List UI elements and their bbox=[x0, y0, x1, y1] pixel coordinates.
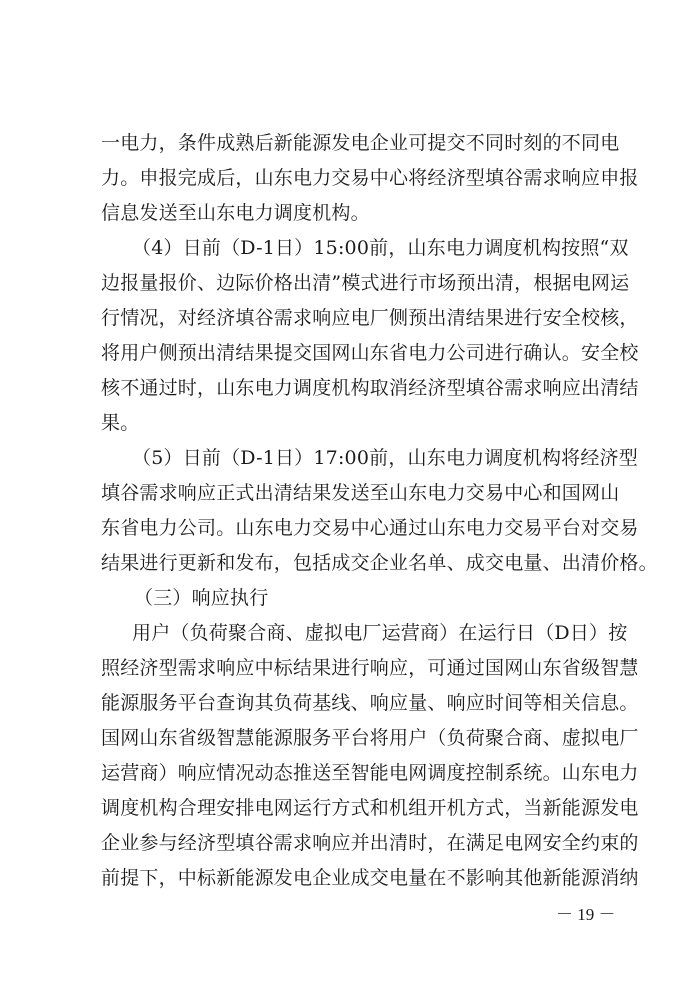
text-line: 填谷需求响应正式出清结果发送至山东电力交易中心和国网山 bbox=[101, 482, 620, 504]
section-heading: （三）响应执行 bbox=[134, 587, 269, 609]
text-line: 果。 bbox=[101, 412, 140, 434]
text-line: 行情况，对经济填谷需求响应电厂侧预出清结果进行安全校核， bbox=[101, 307, 639, 329]
text-line: 将用户侧预出清结果提交国网山东省电力公司进行确认。安全校 bbox=[101, 342, 639, 364]
text-line: 国网山东省级智慧能源服务平台将用户（负荷聚合商、虚拟电厂 bbox=[101, 727, 639, 749]
text-line: 运营商）响应情况动态推送至智能电网调度控制系统。山东电力 bbox=[101, 762, 639, 784]
text-line: 东省电力公司。山东电力交易中心通过山东电力交易平台对交易 bbox=[101, 517, 639, 539]
text-line: 用户（负荷聚合商、虚拟电厂运营商）在运行日（D日）按 bbox=[132, 622, 628, 644]
text-line: 边报量报价、边际价格出清”模式进行市场预出清，根据电网运 bbox=[101, 272, 630, 294]
text-line: 信息发送至山东电力调度机构。 bbox=[101, 202, 370, 224]
text-line: 力。申报完成后，山东电力交易中心将经济型填谷需求响应申报 bbox=[101, 167, 639, 189]
text-line: 能源服务平台查询其负荷基线、响应量、响应时间等相关信息。 bbox=[101, 692, 639, 714]
text-line: 调度机构合理安排电网运行方式和机组开机方式，当新能源发电 bbox=[101, 797, 639, 819]
page-number: － 19 － bbox=[556, 905, 616, 924]
text-line: 照经济型需求响应中标结果进行响应，可通过国网山东省级智慧 bbox=[101, 657, 639, 679]
text-line: 结果进行更新和发布，包括成交企业名单、成交电量、出清价格。 bbox=[101, 552, 658, 574]
text-line: 一电力，条件成熟后新能源发电企业可提交不同时刻的不同电 bbox=[101, 132, 620, 154]
text-line: 前提下，中标新能源发电企业成交电量在不影响其他新能源消纳 bbox=[101, 867, 639, 889]
paragraph-heading-5: （5）日前（D-1日）17:00前，山东电力调度机构将经济型 bbox=[132, 447, 638, 469]
text-line: 核不通过时，山东电力调度机构取消经济型填谷需求响应出清结 bbox=[101, 377, 639, 399]
text-line: 企业参与经济型填谷需求响应并出清时，在满足电网安全约束的 bbox=[101, 832, 639, 854]
paragraph-heading-4: （4）日前（D-1日）15:00前，山东电力调度机构按照“双 bbox=[132, 237, 629, 259]
